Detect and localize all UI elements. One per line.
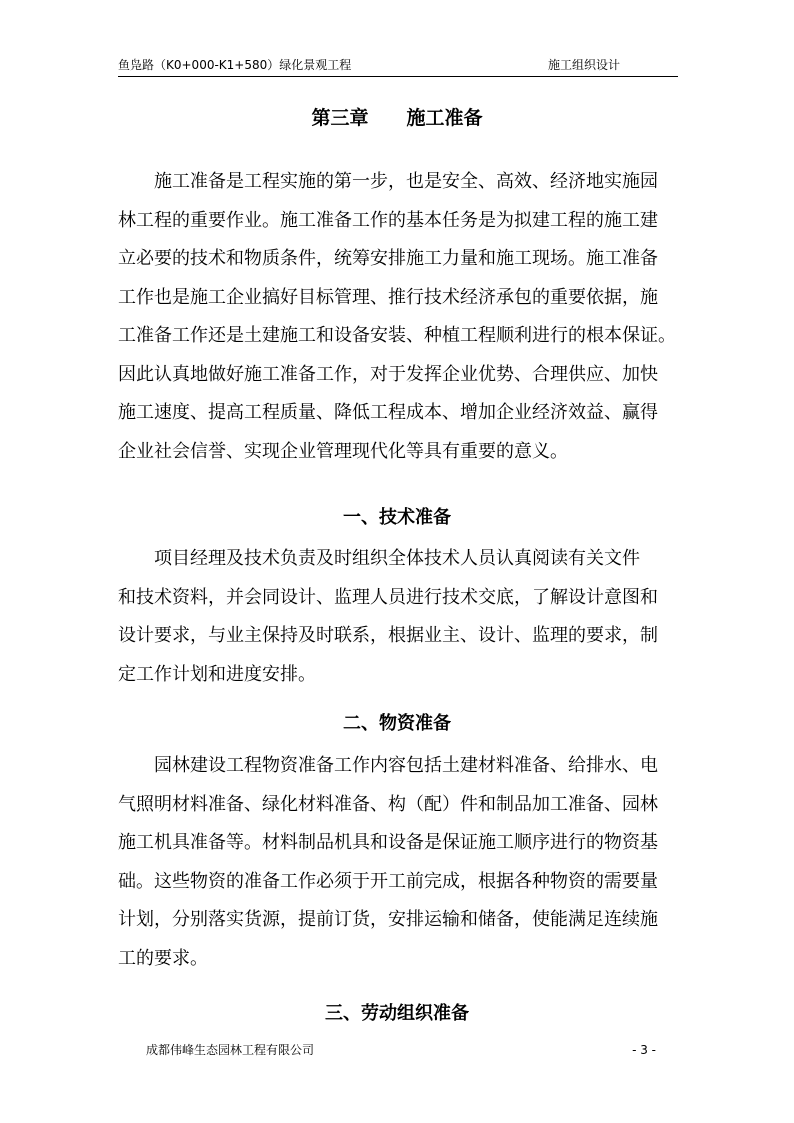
paragraph-line: 施工机具准备等。材料制品机具和设备是保证施工顺序进行的物资基: [118, 832, 658, 853]
footer-company-name: 成都伟峰生态园林工程有限公司: [146, 1043, 315, 1057]
page-number: - 3 -: [632, 1043, 656, 1057]
paragraph-line: 工的要求。: [118, 947, 208, 969]
section-heading-technical: 一、技术准备: [343, 507, 451, 528]
technical-preparation-paragraph: [118, 540, 678, 694]
paragraph-line: 础。这些物资的准备工作必须于开工前完成，根据各种物资的需要量: [118, 870, 658, 892]
paragraph-line: 项目经理及技术负责及时组织全体技术人员认真阅读有关文件: [154, 548, 640, 569]
paragraph-line: 设计要求，与业主保持及时联系，根据业主、设计、监理的要求，制: [118, 625, 658, 646]
paragraph-line: 园林建设工程物资准备工作内容包括土建材料准备、给排水、电: [154, 755, 658, 776]
paragraph-line: 施工速度、提高工程质量、降低工程成本、增加企业经济效益、赢得: [118, 402, 658, 423]
header-divider: [118, 76, 678, 77]
paragraph-line: 林工程的重要作业。施工准备工作的基本任务是为拟建工程的施工建: [118, 209, 658, 231]
paragraph-line: 施工准备是工程实施的第一步，也是安全、高效、经济地实施园: [154, 171, 658, 192]
header-project-title: 鱼凫路（K0+000-K1+580）绿化景观工程: [118, 58, 352, 72]
header-document-type: 施工组织设计: [548, 58, 621, 72]
paragraph-line: 计划，分别落实货源，提前订货，安排运输和储备，使能满足连续施: [118, 909, 658, 930]
paragraph-line: 工作也是施工企业搞好目标管理、推行技术经济承包的重要依据，施: [118, 286, 658, 308]
page-footer: [146, 1041, 656, 1061]
paragraph-line: 气照明材料准备、绿化材料准备、构（配）件和制品加工准备、园林: [118, 793, 658, 815]
chapter-title: 第三章 施工准备: [311, 107, 483, 129]
paragraph-line: 和技术资料，并会同设计、监理人员进行技术交底，了解设计意图和: [118, 586, 658, 608]
materials-preparation-paragraph: [118, 747, 678, 978]
section-heading-labor: 三、劳动组织准备: [325, 1003, 469, 1024]
paragraph-line: 因此认真地做好施工准备工作，对于发挥企业优势、合理供应、加快: [118, 363, 658, 385]
section-heading-materials: 二、物资准备: [343, 713, 451, 734]
intro-paragraph: [118, 163, 678, 471]
paragraph-line: 企业社会信誉、实现企业管理现代化等具有重要的意义。: [118, 440, 568, 462]
page-header: [118, 56, 678, 78]
paragraph-line: 工准备工作还是土建施工和设备安装、种植工程顺利进行的根本保证。: [118, 325, 676, 346]
paragraph-line: 立必要的技术和物质条件，统筹安排施工力量和施工现场。施工准备: [118, 248, 658, 269]
paragraph-line: 定工作计划和进度安排。: [118, 663, 316, 685]
